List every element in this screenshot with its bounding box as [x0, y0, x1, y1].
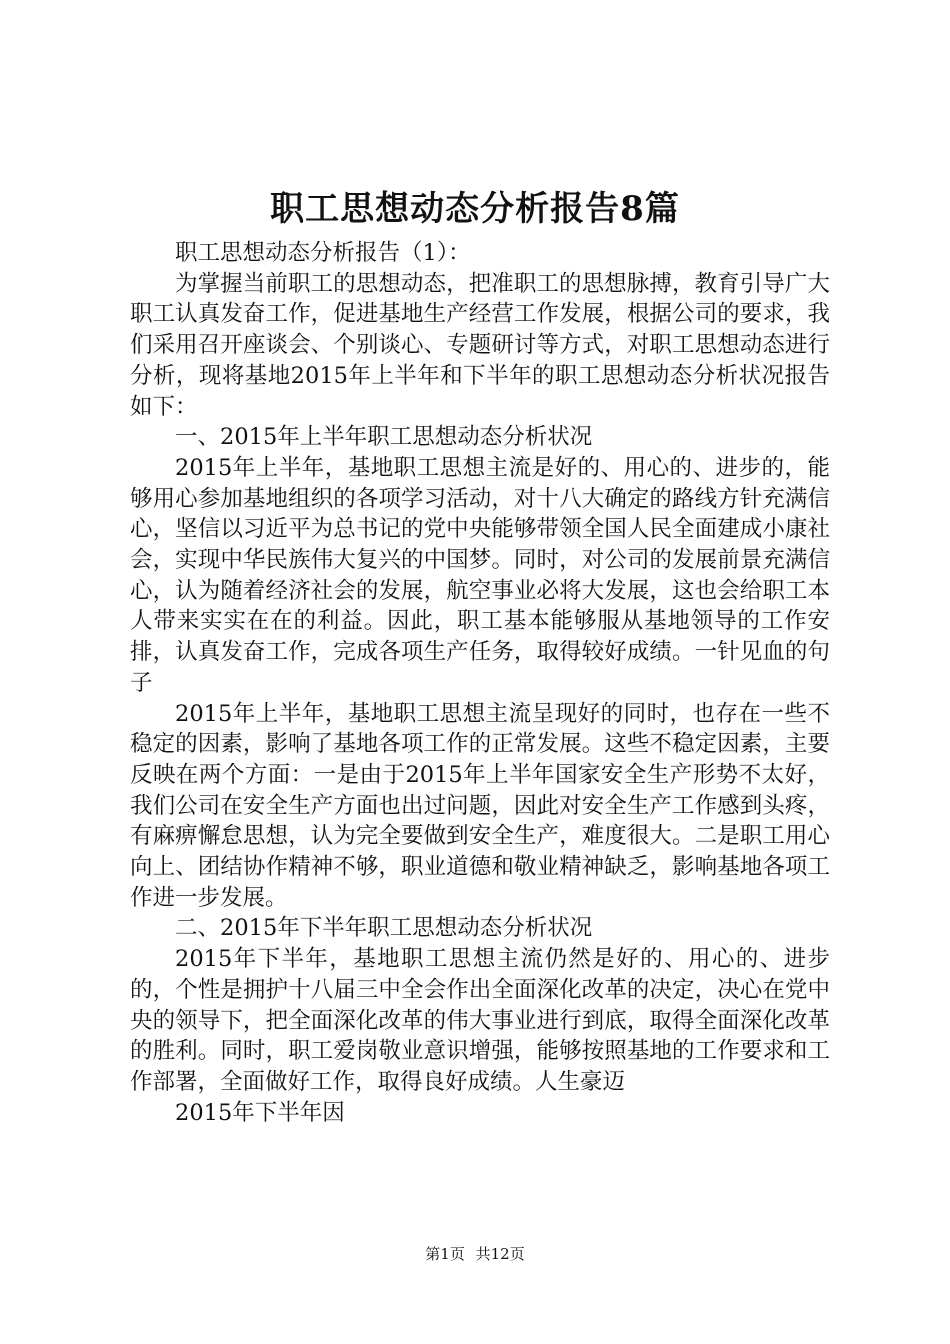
page-total: 共12页: [475, 1245, 525, 1263]
section-heading-first-half: 一、2015年上半年职工思想动态分析状况: [175, 424, 593, 451]
section-heading-second-half: 二、2015年下半年职工思想动态分析状况: [175, 915, 593, 942]
paragraph-second-half-continued: 2015年下半年因: [175, 1099, 345, 1126]
paragraph-first-half-issues: 2015年上半年，基地职工思想主流呈现好的同时，也存在一些不稳定的因素，影响了基地各项工作的正常发展。这些不稳定因素，主要反映在两个方面：一是由于2015年上半年国家安全生产形势不太好，我们公司在安全生产方面也出过问题，因此对安全生产工作感到头疼，有麻痹懈怠思想，认为完全要做到安全生产，难度很大。二是职工用心向上、团结协作精神不够，职业道德和敬业精神缺乏，影响基地各项工作进一步发展。: [130, 700, 830, 911]
document-body: [130, 238, 830, 1128]
page-number: 第1页: [425, 1245, 465, 1263]
paragraph-first-half-main: 2015年上半年，基地职工思想主流是好的、用心的、进步的，能够用心参加基地组织的各项学习活动，对十八大确定的路线方针充满信心，坚信以习近平为总书记的党中央能够带领全国人民全面建成小康社会，实现中华民族伟大复兴的中国梦。同时，对公司的发展前景充满信心，认为随着经济社会的发展，航空事业必将大发展，这也会给职工本人带来实实在在的利益。因此，职工基本能够服从基地领导的工作安排，认真发奋工作，完成各项生产任务，取得较好成绩。一针见血的句子: [130, 454, 830, 696]
document-title: 职工思想动态分析报告8篇: [270, 189, 680, 229]
paragraph-report-heading: 职工思想动态分析报告（1）：: [175, 240, 471, 266]
paragraph-intro: 为掌握当前职工的思想动态，把准职工的思想脉搏，教育引导广大职工认真发奋工作，促进基地生产经营工作发展，根据公司的要求，我们采用召开座谈会、个别谈心、专题研讨等方式，对职工思想动态进行分析，现将基地2015年上半年和下半年的职工思想动态分析状况报告如下：: [130, 270, 830, 420]
paragraph-second-half-main: 2015年下半年，基地职工思想主流仍然是好的、用心的、进步的，个性是拥护十八届三中全会作出全面深化改革的决定，决心在党中央的领导下，把全面深化改革的伟大事业进行到底，取得全面深化改革的胜利。同时，职工爱岗敬业意识增强，能够按照基地的工作要求和工作部署，全面做好工作，取得良好成绩。人生豪迈: [130, 946, 830, 1095]
page-footer: [0, 1244, 950, 1264]
